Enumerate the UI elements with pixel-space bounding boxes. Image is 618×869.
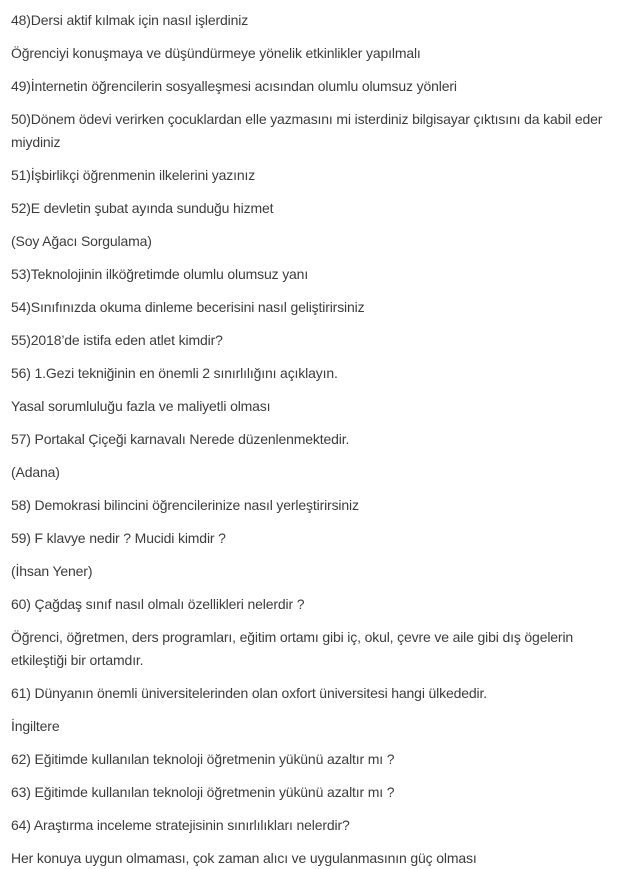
question-53: 53)Teknolojinin ilköğretimde olumlu olumsuz yanı [11,266,309,282]
question-52: 52)E devletin şubat ayında sunduğu hizmet [11,200,274,216]
answer-64: Her konuya uygun olmaması, çok zaman alıcı ve uygulanmasının güç olması [11,850,477,866]
question-58: 58) Demokrasi bilincini öğrencilerinize nasıl yerleştirirsiniz [11,497,359,513]
question-56: 56) 1.Gezi tekniğinin en önemli 2 sınırlılığını açıklayın. [11,365,338,381]
answer-52: (Soy Ağacı Sorgulama) [11,233,152,249]
question-48: 48)Dersi aktif kılmak için nasıl işlerdiniz [11,12,249,28]
question-60: 60) Çağdaş sınıf nasıl olmalı özellikleri nelerdir ? [11,596,305,612]
answer-60: Öğrenci, öğretmen, ders programları, eğitim ortamı gibi iç, okul, çevre ve aile gibi dış ögelerin etkileştiği bir ortamdır. [11,629,574,668]
answer-48: Öğrenciyi konuşmaya ve düşündürmeye yönelik etkinlikler yapılmalı [11,45,421,61]
question-64: 64) Araştırma inceleme stratejisinin sınırlılıkları nelerdir? [11,817,350,833]
answer-57: (Adana) [11,464,60,480]
question-50: 50)Dönem ödevi verirken çocuklardan elle yazmasını mi isterdiniz bilgisayar çıktısını da kabil eder miydiniz [11,111,603,150]
question-61: 61) Dünyanın önemli üniversitelerinden olan oxfort üniversitesi hangi ülkededir. [11,685,487,701]
answer-56: Yasal sorumluluğu fazla ve maliyetli olması [11,398,271,414]
answer-59: (İhsan Yener) [11,563,93,579]
question-62: 62) Eğitimde kullanılan teknoloji öğretmenin yükünü azaltır mı ? [11,751,395,767]
question-59: 59) F klavye nedir ? Mucidi kimdir ? [11,530,226,546]
answer-61: İngiltere [11,718,60,734]
question-49: 49)İnternetin öğrencilerin sosyalleşmesi acısından olumlu olumsuz yönleri [11,78,457,94]
question-55: 55)2018’de istifa eden atlet kimdir? [11,332,223,348]
question-63: 63) Eğitimde kullanılan teknoloji öğretmenin yükünü azaltır mı ? [11,784,395,800]
question-57: 57) Portakal Çiçeği karnavalı Nerede düzenlenmektedir. [11,431,350,447]
question-51: 51)İşbirlikçi öğrenmenin ilkelerini yazınız [11,167,256,183]
question-54: 54)Sınıfınızda okuma dinleme becerisini nasıl geliştirirsiniz [11,299,365,315]
